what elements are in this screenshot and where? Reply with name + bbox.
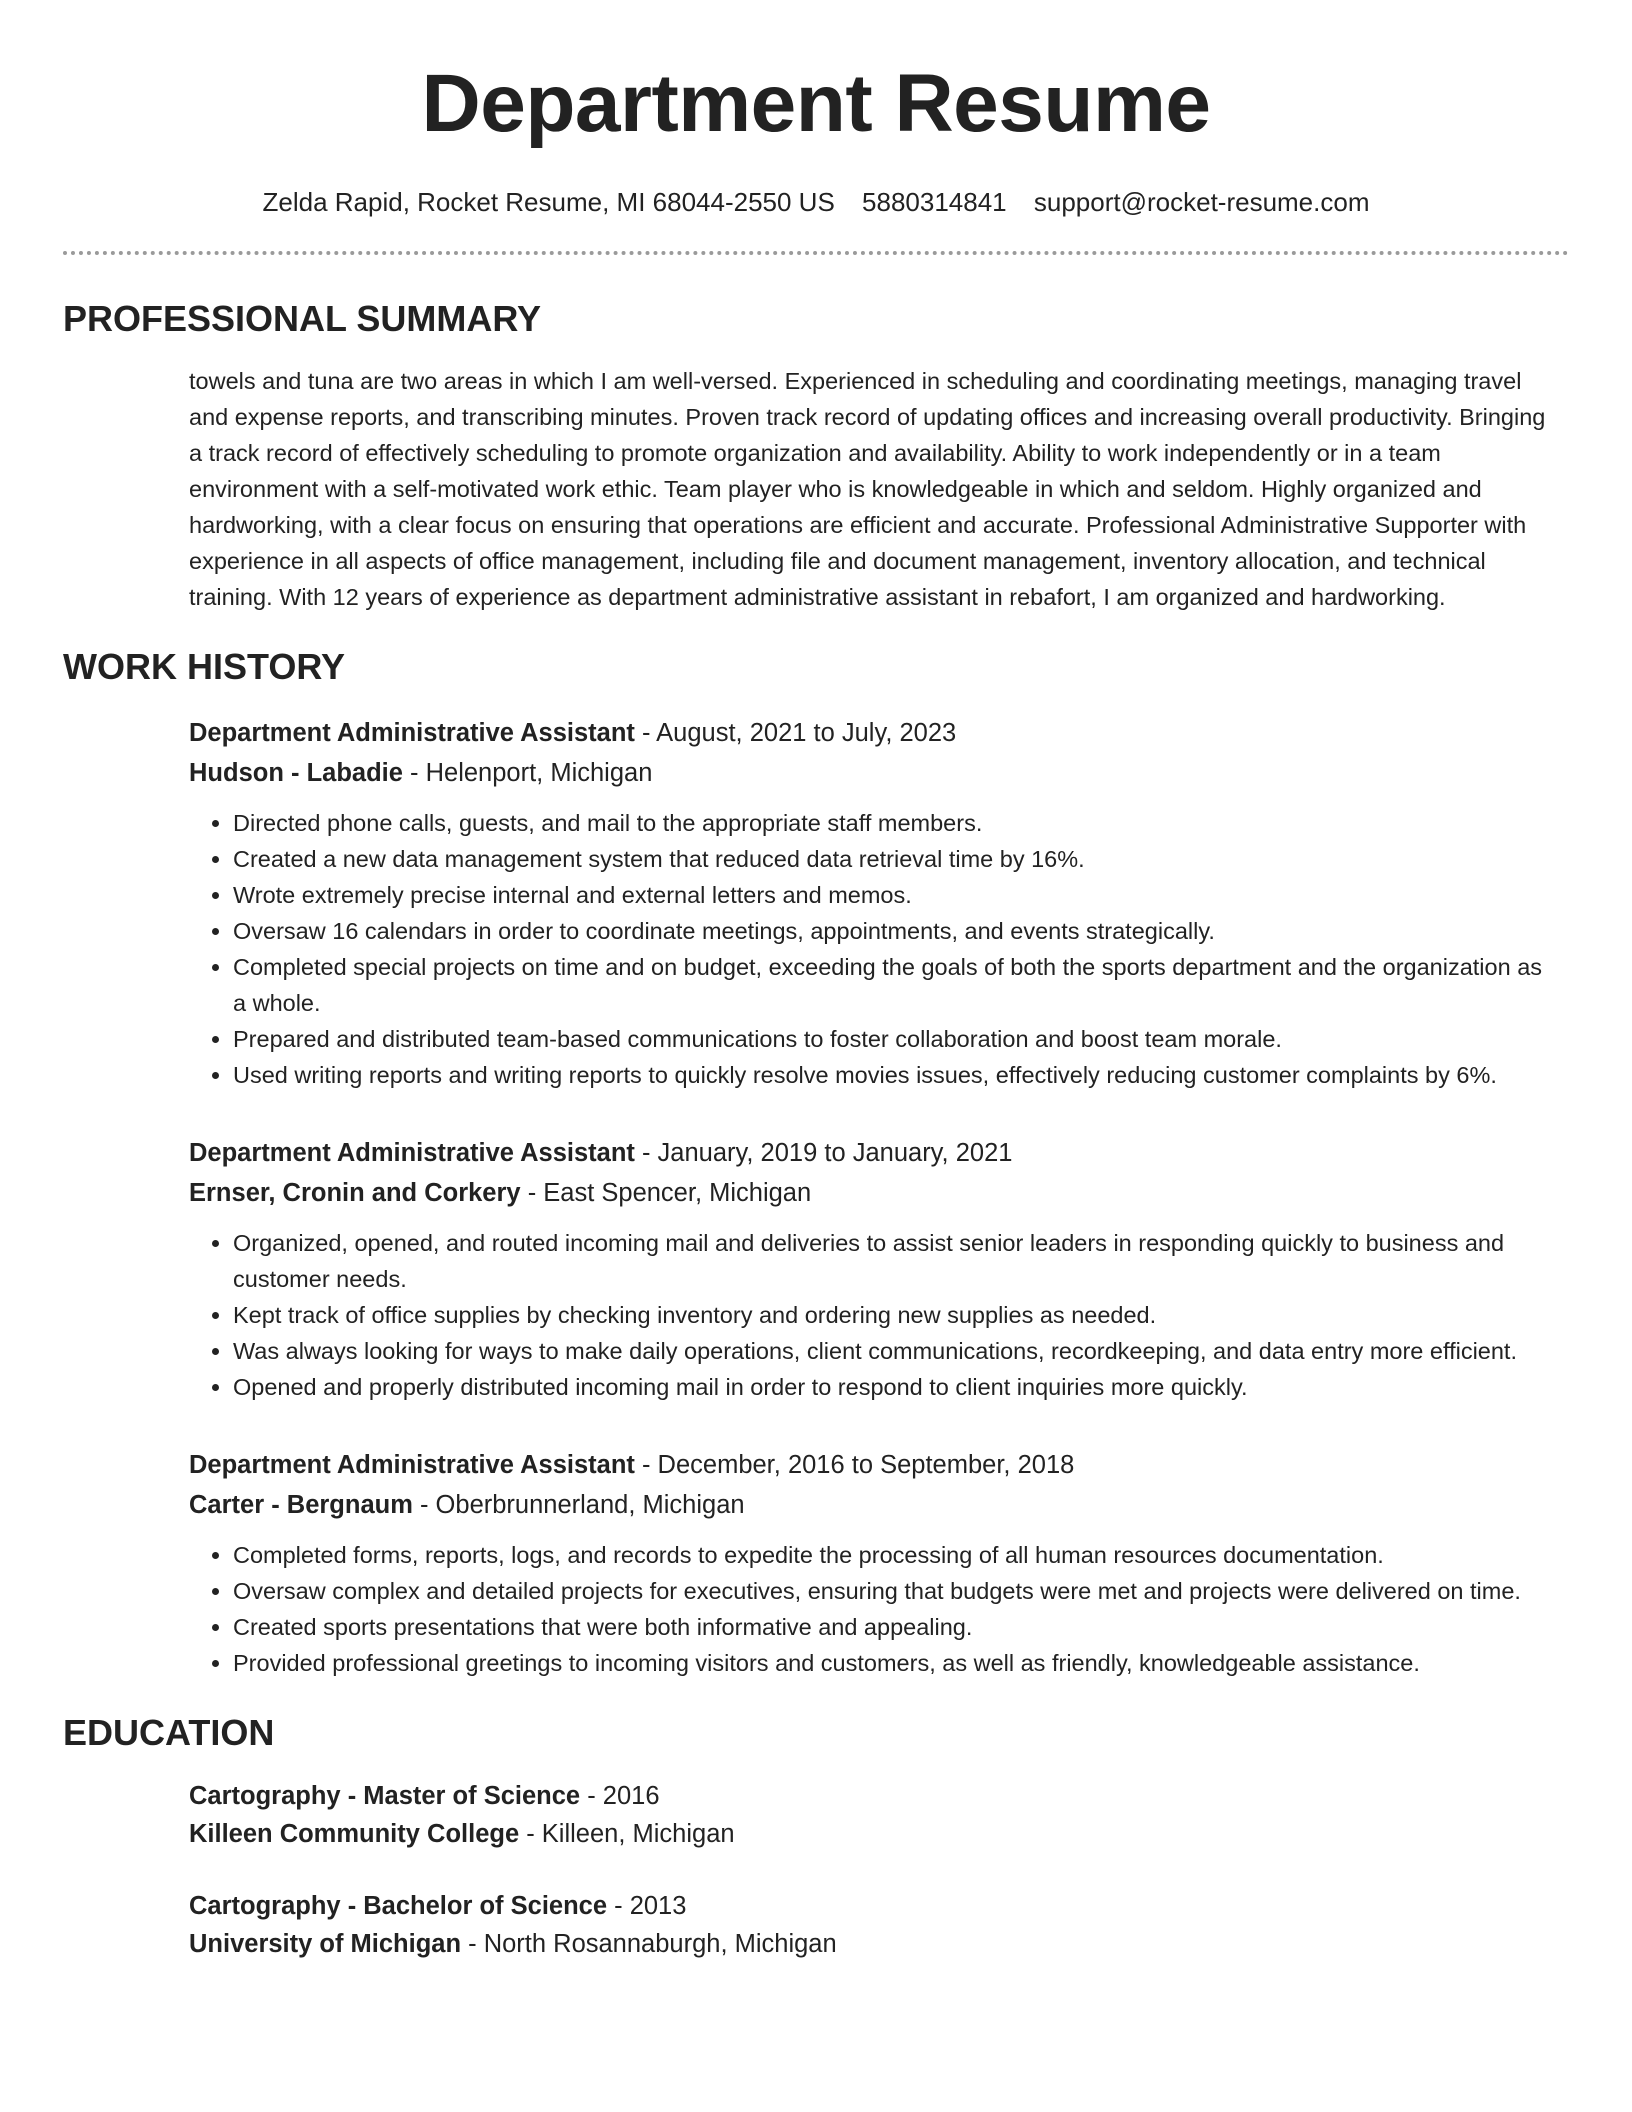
education-degree-line [189, 1777, 1549, 1815]
job-bullet-list [189, 1537, 1549, 1681]
job-title-line [189, 1445, 1549, 1485]
job-entry [189, 1133, 1549, 1405]
job-bullet: • Provided professional greetings to incoming visitors and customers, as well as friendly, knowledgeable assistance. [233, 1645, 1549, 1681]
job-dates: - December, 2016 to September, 2018 [634, 1451, 1075, 1479]
education-entry [189, 1887, 1549, 1963]
job-bullet: • Used writing reports and writing reports to quickly resolve movies issues, effectively reducing customer complaints by 6%. [233, 1057, 1549, 1093]
job-title-line [189, 1133, 1549, 1173]
job-company: Hudson - Labadie [189, 759, 403, 787]
education-year: - 2013 [607, 1892, 687, 1920]
job-bullet: • Kept track of office supplies by checking inventory and ordering new supplies as needed. [233, 1297, 1549, 1333]
summary-section [189, 363, 1549, 615]
job-bullet: • Prepared and distributed team-based communications to foster collaboration and boost team morale. [233, 1021, 1549, 1057]
summary-text: towels and tuna are two areas in which I am well-versed. Experienced in scheduling and coordinating meetings, managing travel and expense reports, and transcribing minutes. Proven track record of updating offices and increasing overall productivity. Bringing a track record of effectively scheduling to promote organization and availability. Ability to work independently or in a team environment with a self-motivated work ethic. Team player who is knowledgeable in which and seldom. Highly organized and hardworking, with a clear focus on ensuring that operations are efficient and accurate. Professional Administrative Supporter with experience in all aspects of office management, including file and document management, inventory allocation, and technical training. With 12 years of experience as department administrative assistant in rebafort, I am organized and hardworking. [189, 368, 1546, 610]
job-bullet: • Was always looking for ways to make daily operations, client communications, recordkeeping, and data entry more efficient. [233, 1333, 1549, 1369]
job-dates: - January, 2019 to January, 2021 [634, 1139, 1013, 1167]
job-title: Department Administrative Assistant [189, 1139, 635, 1167]
education-year: - 2016 [580, 1782, 660, 1810]
header-divider [63, 251, 1569, 255]
education-school-line [189, 1815, 1549, 1853]
job-company: Carter - Bergnaum [189, 1491, 413, 1519]
job-bullet: • Directed phone calls, guests, and mail to the appropriate staff members. [233, 805, 1549, 841]
job-bullet: • Opened and properly distributed incoming mail in order to respond to client inquiries more quickly. [233, 1369, 1549, 1405]
job-location: - East Spencer, Michigan [520, 1179, 812, 1207]
summary-heading: PROFESSIONAL SUMMARY [63, 298, 542, 339]
job-title-line [189, 713, 1549, 753]
contact-line [63, 186, 1569, 218]
job-bullet: • Oversaw 16 calendars in order to coordinate meetings, appointments, and events strategically. [233, 913, 1549, 949]
resume-title: Department Resume [421, 58, 1211, 149]
job-company: Ernser, Cronin and Corkery [189, 1179, 521, 1207]
job-bullet: • Oversaw complex and detailed projects for executives, ensuring that budgets were met and projects were delivered on time. [233, 1573, 1549, 1609]
contact-phone: 5880314841 [862, 187, 1007, 217]
job-bullet: • Organized, opened, and routed incoming mail and deliveries to assist senior leaders in responding quickly to business and customer needs. [233, 1225, 1549, 1297]
education-school: Killeen Community College [189, 1820, 520, 1848]
education-entry [189, 1777, 1549, 1853]
job-bullet-list [189, 1225, 1549, 1405]
job-bullet-list [189, 805, 1549, 1093]
job-company-line [189, 1173, 1549, 1213]
job-title: Department Administrative Assistant [189, 719, 635, 747]
job-company-line [189, 753, 1549, 793]
contact-address: Zelda Rapid, Rocket Resume, MI 68044-2550 US [262, 187, 835, 217]
contact-email[interactable]: support@rocket-resume.com [1033, 187, 1370, 217]
education-school-line [189, 1925, 1549, 1963]
job-title: Department Administrative Assistant [189, 1451, 635, 1479]
job-bullet: • Created a new data management system that reduced data retrieval time by 16%. [233, 841, 1549, 877]
job-location: - Oberbrunnerland, Michigan [412, 1491, 745, 1519]
education-section [189, 1777, 1549, 1963]
job-entry [189, 1445, 1549, 1681]
job-company-line [189, 1485, 1549, 1525]
job-bullet: • Completed special projects on time and on budget, exceeding the goals of both the sports department and the organization as a whole. [233, 949, 1549, 1021]
job-bullet: • Created sports presentations that were both informative and appealing. [233, 1609, 1549, 1645]
job-entry [189, 713, 1549, 1093]
education-degree: Cartography - Bachelor of Science [189, 1892, 608, 1920]
work-history-heading: WORK HISTORY [63, 646, 346, 687]
job-dates: - August, 2021 to July, 2023 [634, 719, 957, 747]
job-bullet: • Completed forms, reports, logs, and records to expedite the processing of all human resources documentation. [233, 1537, 1549, 1573]
education-location: - Killeen, Michigan [519, 1820, 735, 1848]
job-location: - Helenport, Michigan [402, 759, 653, 787]
job-bullet: • Wrote extremely precise internal and external letters and memos. [233, 877, 1549, 913]
education-degree: Cartography - Master of Science [189, 1782, 581, 1810]
education-heading: EDUCATION [63, 1712, 275, 1753]
education-location: - North Rosannaburgh, Michigan [461, 1930, 837, 1958]
education-school: University of Michigan [189, 1930, 462, 1958]
education-degree-line [189, 1887, 1549, 1925]
work-history-section [189, 713, 1549, 1681]
